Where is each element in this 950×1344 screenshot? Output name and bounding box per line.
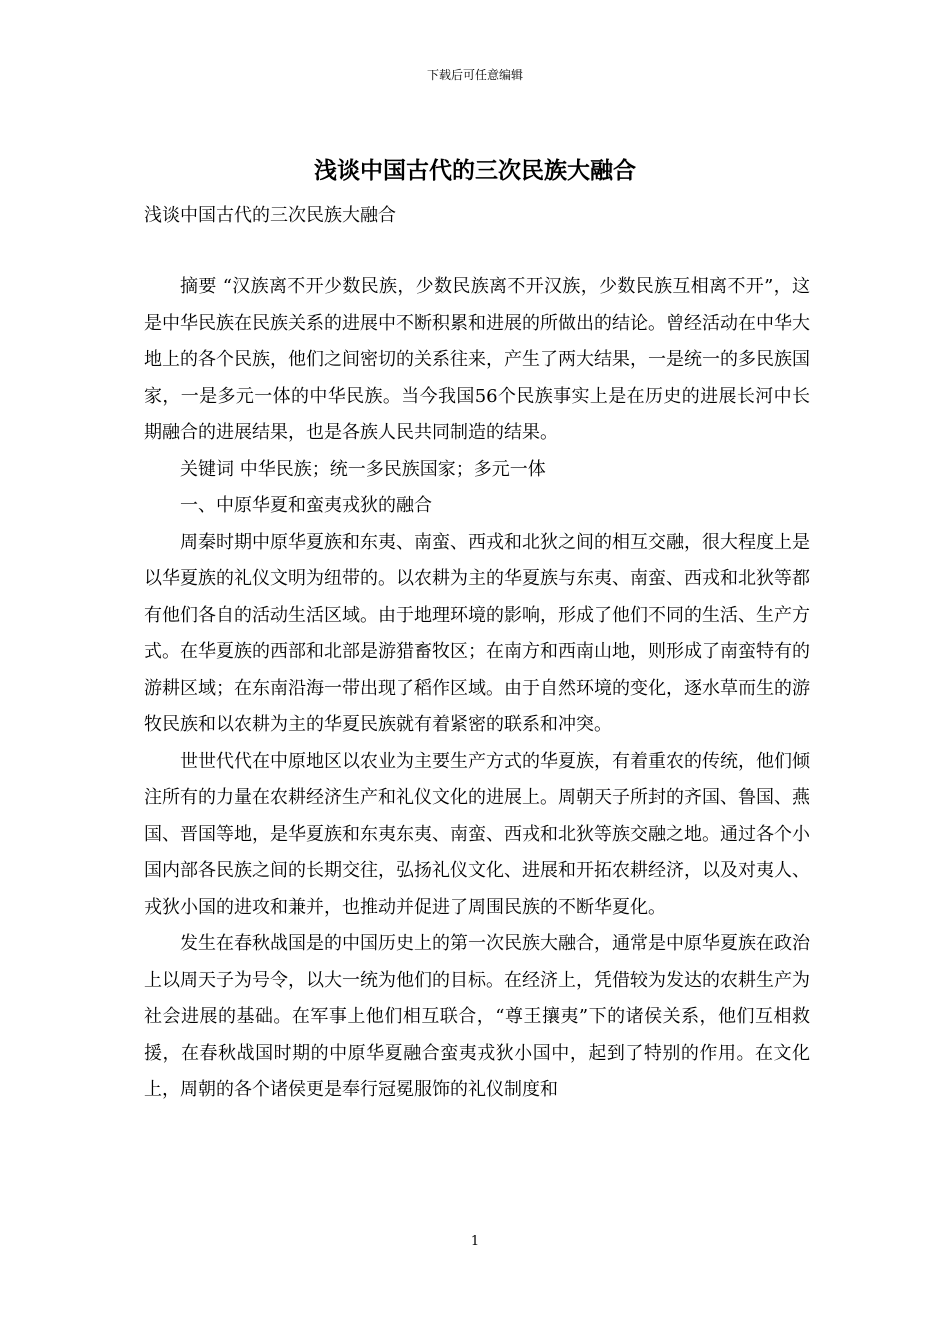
abstract-paragraph: 摘要 “汉族离不开少数民族，少数民族离不开汉族，少数民族互相离不开”，这是中华民族在民族关系的进展中不断积累和进展的所做出的结论。曾经活动在中华大地上的各个民族，他们之间密切的关系往来，产生了两大结果，一是统一的多民族国家，一是多元一体的中华民族。当今我国56个民族事实上是在历史的进展长河中长期融合的进展结果，也是各族人民共同制造的结果。 bbox=[144, 276, 810, 443]
keywords-paragraph: 关键词 中华民族；统一多民族国家；多元一体 bbox=[180, 458, 546, 480]
body-text bbox=[144, 269, 810, 1109]
header-note: 下载后可任意编辑 bbox=[426, 68, 523, 82]
document-subtitle: 浅谈中国古代的三次民族大融合 bbox=[144, 205, 396, 226]
page-number: 1 bbox=[470, 1234, 480, 1249]
body-paragraph: 周秦时期中原华夏族和东夷、南蛮、西戎和北狄之间的相互交融，很大程度上是以华夏族的礼仪文明为纽带的。以农耕为主的华夏族与东夷、南蛮、西戎和北狄等都有他们各自的活动生活区域。由于地理环境的影响，形成了他们不同的生活、生产方式。在华夏族的西部和北部是游猎畜牧区；在南方和西南山地，则形成了南蛮特有的游耕区域；在东南沿海一带出现了稻作区域。由于自然环境的变化，逐水草而生的游牧民族和以农耕为主的华夏民族就有着紧密的联系和冲突。 bbox=[144, 531, 810, 735]
section-heading: 一、中原华夏和蛮夷戎狄的融合 bbox=[180, 495, 432, 516]
body-paragraph: 世世代代在中原地区以农业为主要生产方式的华夏族，有着重农的传统，他们倾注所有的力量在农耕经济生产和礼仪文化的进展上。周朝天子所封的齐国、鲁国、燕国、晋国等地，是华夏族和东夷东夷、南蛮、西戎和北狄等族交融之地。通过各个小国内部各民族之间的长期交往，弘扬礼仪文化、进展和开拓农耕经济，以及对夷人、戎狄小国的进攻和兼并，也推动并促进了周围民族的不断华夏化。 bbox=[144, 750, 810, 918]
body-paragraph: 发生在春秋战国是的中国历史上的第一次民族大融合，通常是中原华夏族在政治上以周天子为号令，以大一统为他们的目标。在经济上，凭借较为发达的农耕生产为社会进展的基础。在军事上他们相互联合，“尊王攘夷”下的诸侯关系，他们互相救援，在春秋战国时期的中原华夏融合蛮夷戎狄小国中，起到了特别的作用。在文化上，周朝的各个诸侯更是奉行冠冕服饰的礼仪制度和 bbox=[144, 933, 810, 1100]
document-title: 浅谈中国古代的三次民族大融合 bbox=[314, 157, 636, 184]
